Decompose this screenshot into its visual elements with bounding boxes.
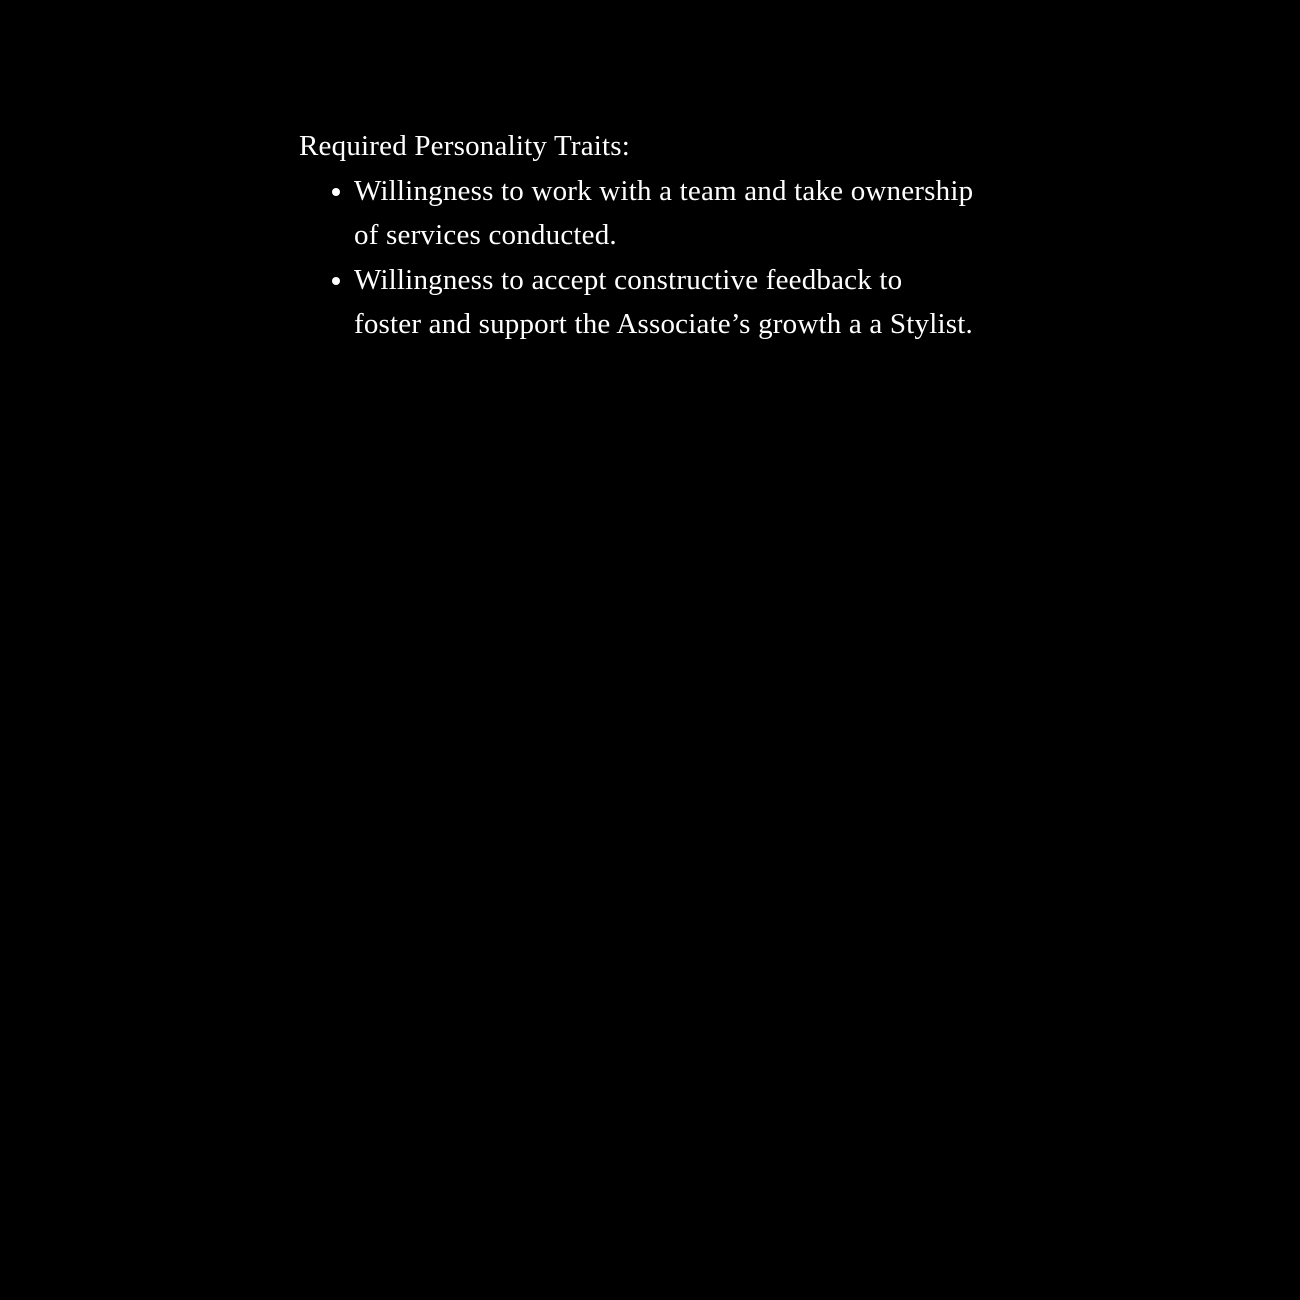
traits-list — [299, 169, 999, 347]
bullet-icon — [332, 277, 340, 285]
list-item — [299, 169, 974, 258]
section-heading: Required Personality Traits: — [299, 130, 631, 162]
bullet-icon — [332, 188, 340, 196]
traits-section — [299, 124, 999, 347]
list-item — [299, 258, 974, 347]
trait-text: Willingness to accept constructive feedback to foster and support the Associate’s growth a a Stylist. — [354, 263, 973, 340]
trait-text: Willingness to work with a team and take ownership of services conducted. — [354, 174, 974, 251]
